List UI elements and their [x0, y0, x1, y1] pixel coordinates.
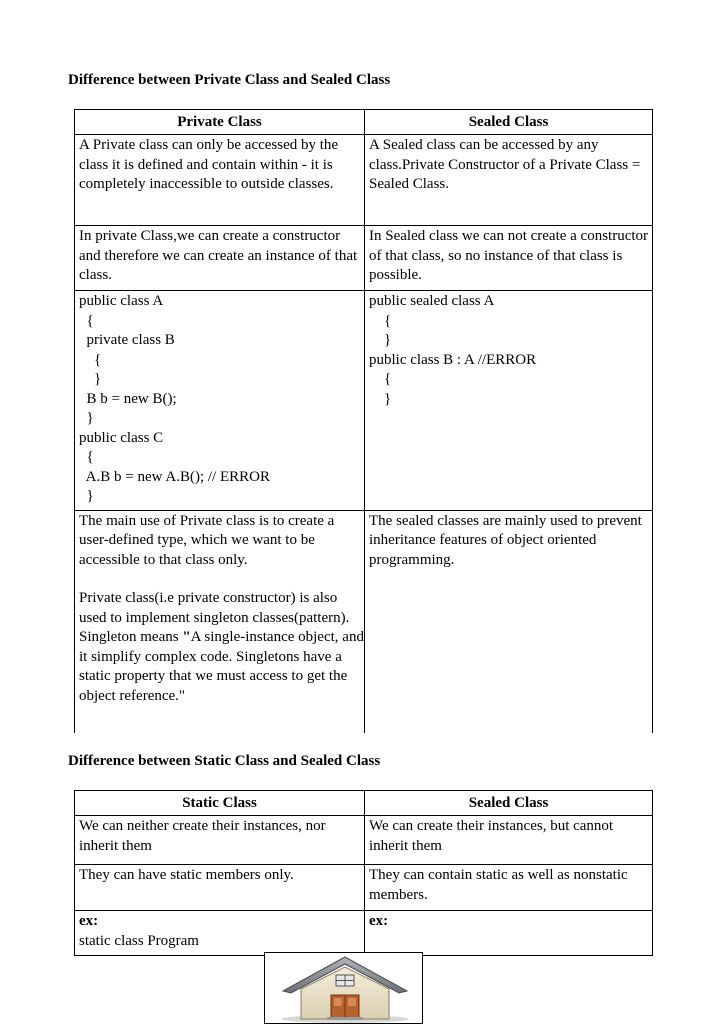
column-header-private-class: Private Class: [75, 110, 365, 135]
table-row: [75, 510, 653, 733]
house-icon: [265, 953, 422, 1023]
example-label: ex:: [369, 913, 389, 929]
table-cell: [75, 911, 365, 956]
column-header-sealed-class: Sealed Class: [365, 110, 653, 135]
table-cell: In Sealed class we can not create a constructor of that class, so no instance of that class is possible.: [365, 226, 653, 291]
table-cell: The sealed classes are mainly used to prevent inheritance features of object oriented programming.: [365, 510, 653, 733]
table-header-row: [75, 110, 653, 135]
table-row: [75, 865, 653, 911]
table-row: [75, 226, 653, 291]
table-cell: We can create their instances, but cannot inherit them: [365, 816, 653, 865]
paragraph: The main use of Private class is to create a user-defined type, which we want to be accessible to that class only.: [79, 512, 335, 568]
code-example-sealed: public sealed class A { } public class B : A //ERROR { }: [365, 291, 653, 511]
table-row: [75, 911, 653, 956]
table-cell: They can contain static as well as nonstatic members.: [365, 865, 653, 911]
private-vs-sealed-table: [74, 109, 653, 733]
table-row: [75, 135, 653, 226]
table-cell: A Private class can only be accessed by the class it is defined and contain within - it is completely inaccessible to outside classes.: [75, 135, 365, 226]
code-example-private: public class A { private class B { } B b = new B(); } public class C { A.B b = new A.B(); // ERROR }: [75, 291, 365, 511]
paragraph: Private class(i.e private constructor) is also used to implement singleton classes(pattern). Singleton means "A single-instance object, and it simplify complex code. Singletons have a static property that we must access to get the object reference.": [79, 590, 364, 704]
example-label: ex:: [79, 913, 99, 929]
column-header-static-class: Static Class: [75, 791, 365, 816]
static-vs-sealed-table: [74, 790, 653, 956]
table-cell: In private Class,we can create a constructor and therefore we can create an instance of that class.: [75, 226, 365, 291]
table-cell: They can have static members only.: [75, 865, 365, 911]
column-header-sealed-class: Sealed Class: [365, 791, 653, 816]
table-cell: A Sealed class can be accessed by any class.Private Constructor of a Private Class = Sealed Class.: [365, 135, 653, 226]
table-row: [75, 816, 653, 865]
table-cell: [365, 911, 653, 956]
table-cell: We can neither create their instances, nor inherit them: [75, 816, 365, 865]
section-heading-static-vs-sealed: Difference between Static Class and Sealed Class: [68, 753, 381, 769]
table-row: [75, 291, 653, 511]
house-image: [264, 952, 423, 1024]
section-heading-private-vs-sealed: Difference between Private Class and Sealed Class: [68, 72, 391, 88]
code-line: static class Program: [79, 932, 199, 949]
table-cell: [75, 510, 365, 733]
table-header-row: [75, 791, 653, 816]
